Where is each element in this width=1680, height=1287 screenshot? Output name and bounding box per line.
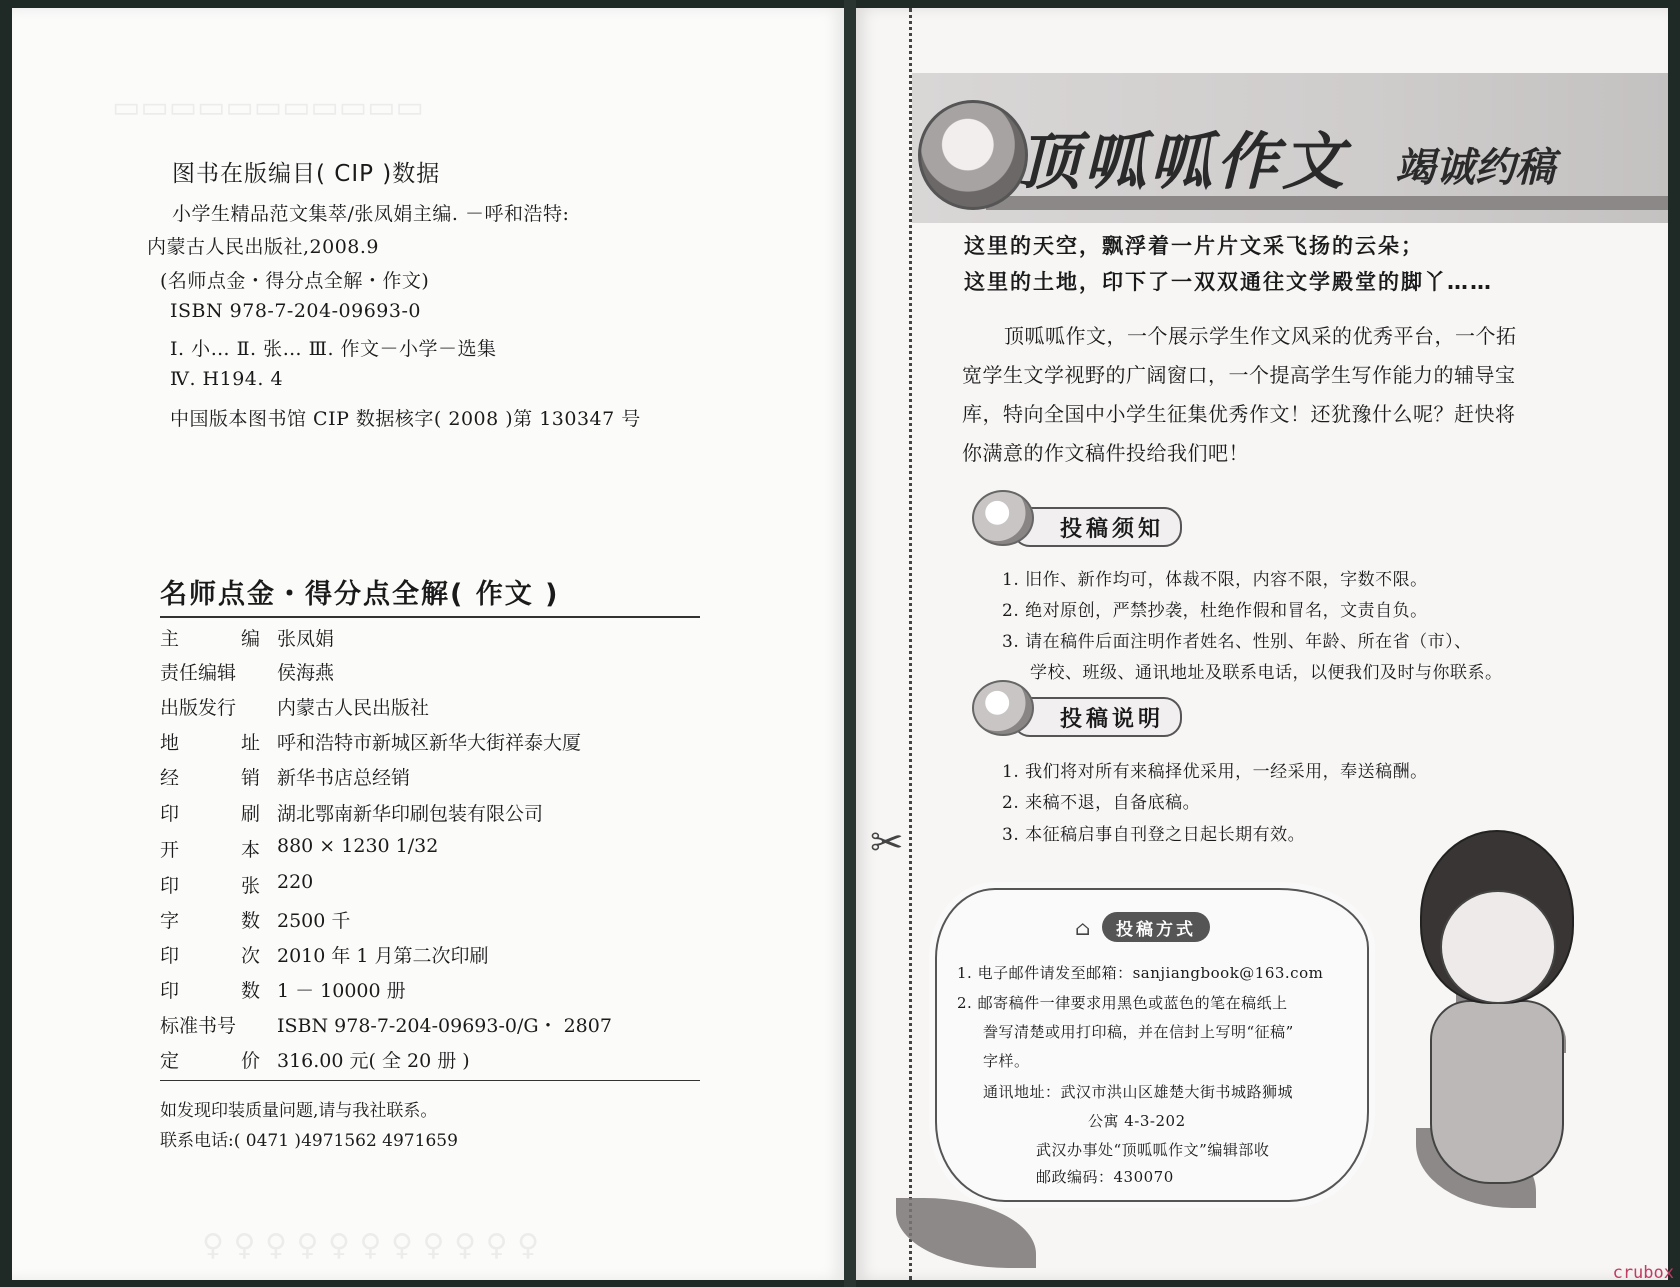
scissors-icon: ✂ — [870, 820, 904, 866]
mail-address: 通讯地址：武汉市洪山区雄楚大街书城路狮城 — [983, 1083, 1294, 1101]
quality-note: 如发现印装质量问题,请与我社联系。 — [160, 1101, 438, 1121]
book-gutter — [844, 0, 856, 1287]
contact-phone: 联系电话:( 0471 )4971562 4971659 — [160, 1131, 458, 1151]
cip-line: Ⅰ. 小… Ⅱ. 张… Ⅲ. 作文－小学－选集 — [170, 338, 497, 360]
call-subtitle: 竭诚约稿 — [1395, 145, 1555, 191]
notice-item: 1. 旧作、新作均可，体裁不限，内容不限，字数不限。 — [1002, 570, 1428, 590]
slogan-line: 这里的土地，印下了一双双通往文学殿堂的脚丫…… — [964, 270, 1493, 294]
explanation-item: 3. 本征稿启事自刊登之日起长期有效。 — [1002, 825, 1306, 845]
title-rule — [160, 616, 700, 618]
notice-item: 3. 请在稿件后面注明作者姓名、性别、年龄、所在省（市）、 — [1002, 632, 1472, 652]
method-item: 1. 电子邮件请发至邮箱：sanjiangbook@163.com — [957, 964, 1324, 982]
house-icon: ⌂ — [1075, 916, 1091, 940]
mail-address: 公寓 4-3-202 — [1088, 1112, 1186, 1130]
frog-logo-icon — [918, 100, 1028, 210]
method-item: 字样。 — [983, 1052, 1030, 1070]
girl-illustration — [1430, 1000, 1564, 1184]
method-item: 2. 邮寄稿件一律要求用黑色或蓝色的笔在稿纸上 — [957, 994, 1288, 1012]
intro-line: 你满意的作文稿件投给我们吧！ — [962, 441, 1249, 465]
cip-line: ISBN 978-7-204-09693-0 — [170, 300, 421, 322]
show-through-decoration: ▭▭▭▭▭▭▭▭▭▭▭ — [112, 90, 424, 125]
notice-item: 学校、班级、通讯地址及联系电话，以便我们及时与你联系。 — [1030, 663, 1503, 683]
method-item: 誊写清楚或用打印稿，并在信封上写明“征稿” — [983, 1023, 1294, 1041]
cip-line: 内蒙古人民出版社,2008.9 — [147, 236, 380, 258]
section-heading-notice: 投稿须知 — [1012, 507, 1182, 547]
show-through-decoration: ♀ ♀ ♀ ♀ ♀ ♀ ♀ ♀ ♀ ♀ ♀ — [202, 1228, 540, 1263]
ink-pot-icon — [972, 680, 1034, 736]
postal-code: 邮政编码：430070 — [1036, 1168, 1174, 1186]
cip-line: 中国版本图书馆 CIP 数据核字( 2008 )第 130347 号 — [170, 408, 641, 430]
girl-face — [1440, 890, 1556, 1004]
leaf-decoration — [896, 1198, 1036, 1268]
book-title: 名师点金・得分点全解( 作文 ) — [160, 579, 560, 610]
explanation-item: 2. 来稿不退，自备底稿。 — [1002, 793, 1201, 813]
mail-recipient: 武汉办事处“顶呱呱作文”编辑部收 — [1036, 1141, 1270, 1159]
ink-bottle-icon — [972, 490, 1034, 546]
intro-line: 宽学生文学视野的广阔窗口，一个提高学生写作能力的辅导宝 — [962, 363, 1516, 387]
slogan-line: 这里的天空，飘浮着一片片文采飞扬的云朵； — [964, 234, 1424, 258]
cip-title: 图书在版编目( CIP )数据 — [172, 161, 441, 187]
explanation-item: 1. 我们将对所有来稿择优采用，一经采用，奉送稿酬。 — [1002, 762, 1428, 782]
intro-line: 顶呱呱作文，一个展示学生作文风采的优秀平台，一个拓 — [1004, 324, 1517, 348]
cip-line: (名师点金・得分点全解・作文) — [160, 270, 430, 292]
section-heading-explanation: 投稿说明 — [1012, 697, 1182, 737]
call-title: 顶呱呱作文 — [1018, 125, 1349, 198]
section-heading-method: 投稿方式 — [1102, 912, 1210, 942]
cip-line: Ⅳ. H194. 4 — [170, 368, 284, 390]
notice-item: 2. 绝对原创，严禁抄袭，杜绝作假和冒名，文责自负。 — [1002, 601, 1428, 621]
cip-line: 小学生精品范文集萃/张凤娟主编. －呼和浩特: — [172, 203, 570, 225]
bottom-rule — [160, 1080, 700, 1081]
watermark: crubox — [1612, 1263, 1674, 1283]
intro-line: 库，特向全国中小学生征集优秀作文！还犹豫什么呢？赶快将 — [962, 402, 1516, 426]
